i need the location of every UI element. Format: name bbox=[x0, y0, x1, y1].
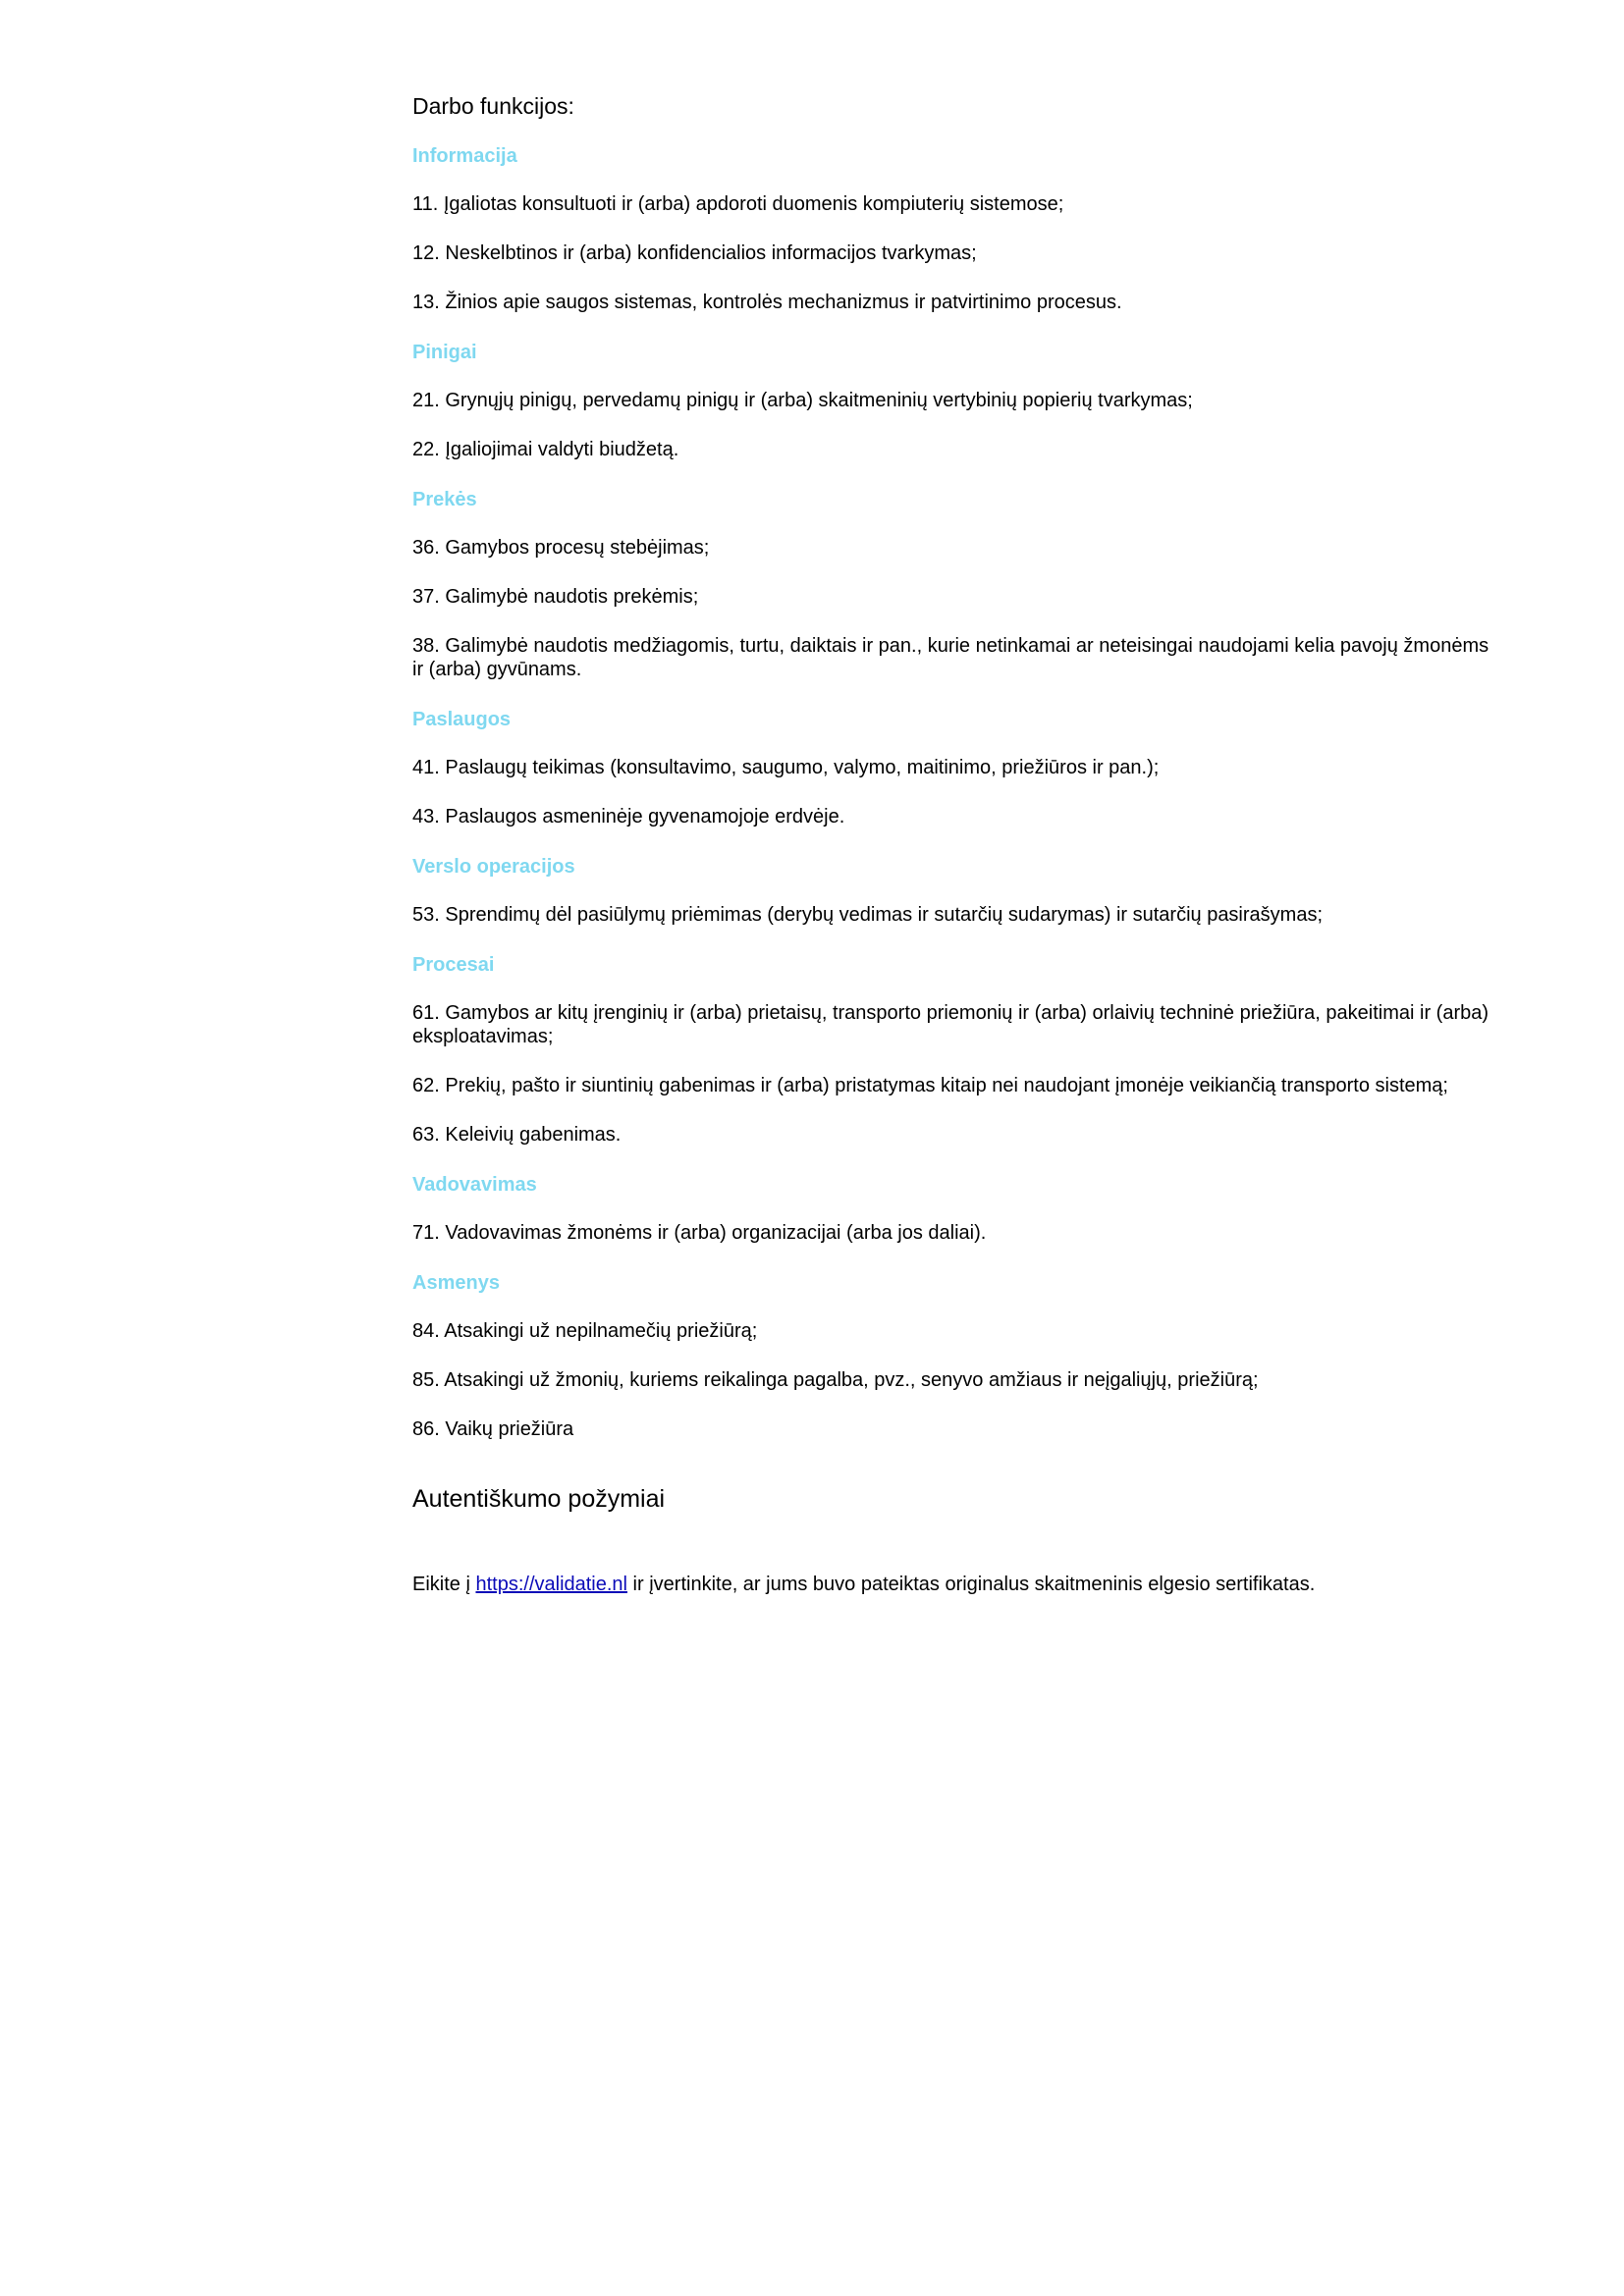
section-title: Pinigai bbox=[412, 342, 477, 363]
list-item: 11. Įgaliotas konsultuoti ir (arba) apdoroti duomenis kompiuterių sistemose; bbox=[412, 193, 1064, 215]
section-title: Prekės bbox=[412, 489, 477, 510]
section bbox=[412, 1270, 1492, 1441]
section bbox=[412, 952, 1492, 1147]
list-item: 41. Paslaugų teikimas (konsultavimo, saugumo, valymo, maitinimo, priežiūros ir pan.); bbox=[412, 757, 1160, 778]
list-item: 71. Vadovavimas žmonėms ir (arba) organizacijai (arba jos daliai). bbox=[412, 1222, 987, 1244]
section-title: Asmenys bbox=[412, 1272, 500, 1294]
page-title: Darbo funkcijos: bbox=[412, 93, 574, 119]
section-title: Paslaugos bbox=[412, 709, 512, 730]
verification-text-after: ir įvertinkite, ar jums buvo pateiktas originalus skaitmeninis elgesio sertifikatas. bbox=[627, 1574, 1316, 1595]
list-item: 61. Gamybos ar kitų įrenginių ir (arba) prietaisų, transporto priemonių ir (arba) orlaivių techninė priežiūra, pakeitimai ir (arba) eksploatavimas; bbox=[412, 1002, 1489, 1047]
list-item: 12. Neskelbtinos ir (arba) konfidencialios informacijos tvarkymas; bbox=[412, 242, 977, 264]
verification-text-before: Eikite į bbox=[412, 1574, 476, 1595]
list-item: 22. Įgaliojimai valdyti biudžetą. bbox=[412, 439, 679, 460]
list-item: 37. Galimybė naudotis prekėmis; bbox=[412, 586, 699, 608]
validation-link[interactable]: https://validatie.nl bbox=[475, 1574, 627, 1595]
list-item: 85. Atsakingi už žmonių, kuriems reikalinga pagalba, pvz., senyvo amžiaus ir neįgaliųjų, priežiūrą; bbox=[412, 1369, 1259, 1391]
list-item: 63. Keleivių gabenimas. bbox=[412, 1124, 622, 1146]
section-title: Informacija bbox=[412, 145, 517, 167]
section bbox=[412, 707, 1492, 828]
verification-paragraph bbox=[412, 1573, 1492, 1596]
section bbox=[412, 854, 1492, 927]
list-item: 43. Paslaugos asmeninėje gyvenamojoje erdvėje. bbox=[412, 806, 845, 828]
section-title: Vadovavimas bbox=[412, 1174, 537, 1196]
list-item: 86. Vaikų priežiūra bbox=[412, 1418, 574, 1440]
list-item: 84. Atsakingi už nepilnamečių priežiūrą; bbox=[412, 1320, 758, 1342]
list-item: 38. Galimybė naudotis medžiagomis, turtu, daiktais ir pan., kurie netinkamai ar neteisingai naudojami kelia pavojų žmonėms ir (arba) gyvūnams. bbox=[412, 635, 1489, 680]
section bbox=[412, 487, 1492, 681]
sections-container bbox=[412, 143, 1492, 1441]
list-item: 53. Sprendimų dėl pasiūlymų priėmimas (derybų vedimas ir sutarčių sudarymas) ir sutarčių pasirašymas; bbox=[412, 904, 1324, 926]
list-item: 36. Gamybos procesų stebėjimas; bbox=[412, 537, 710, 559]
section bbox=[412, 340, 1492, 461]
authenticity-title: Autentiškumo požymiai bbox=[412, 1485, 666, 1513]
section-title: Verslo operacijos bbox=[412, 856, 575, 878]
section bbox=[412, 1172, 1492, 1245]
list-item: 62. Prekių, pašto ir siuntinių gabenimas ir (arba) pristatymas kitaip nei naudojant įmonėje veikiančią transporto sistemą; bbox=[412, 1075, 1448, 1096]
list-item: 21. Grynųjų pinigų, pervedamų pinigų ir (arba) skaitmeninių vertybinių popierių tvarkymas; bbox=[412, 390, 1193, 411]
document-body bbox=[412, 92, 1492, 1596]
section-title: Procesai bbox=[412, 954, 495, 976]
list-item: 13. Žinios apie saugos sistemas, kontrolės mechanizmus ir patvirtinimo procesus. bbox=[412, 292, 1122, 313]
section bbox=[412, 143, 1492, 314]
